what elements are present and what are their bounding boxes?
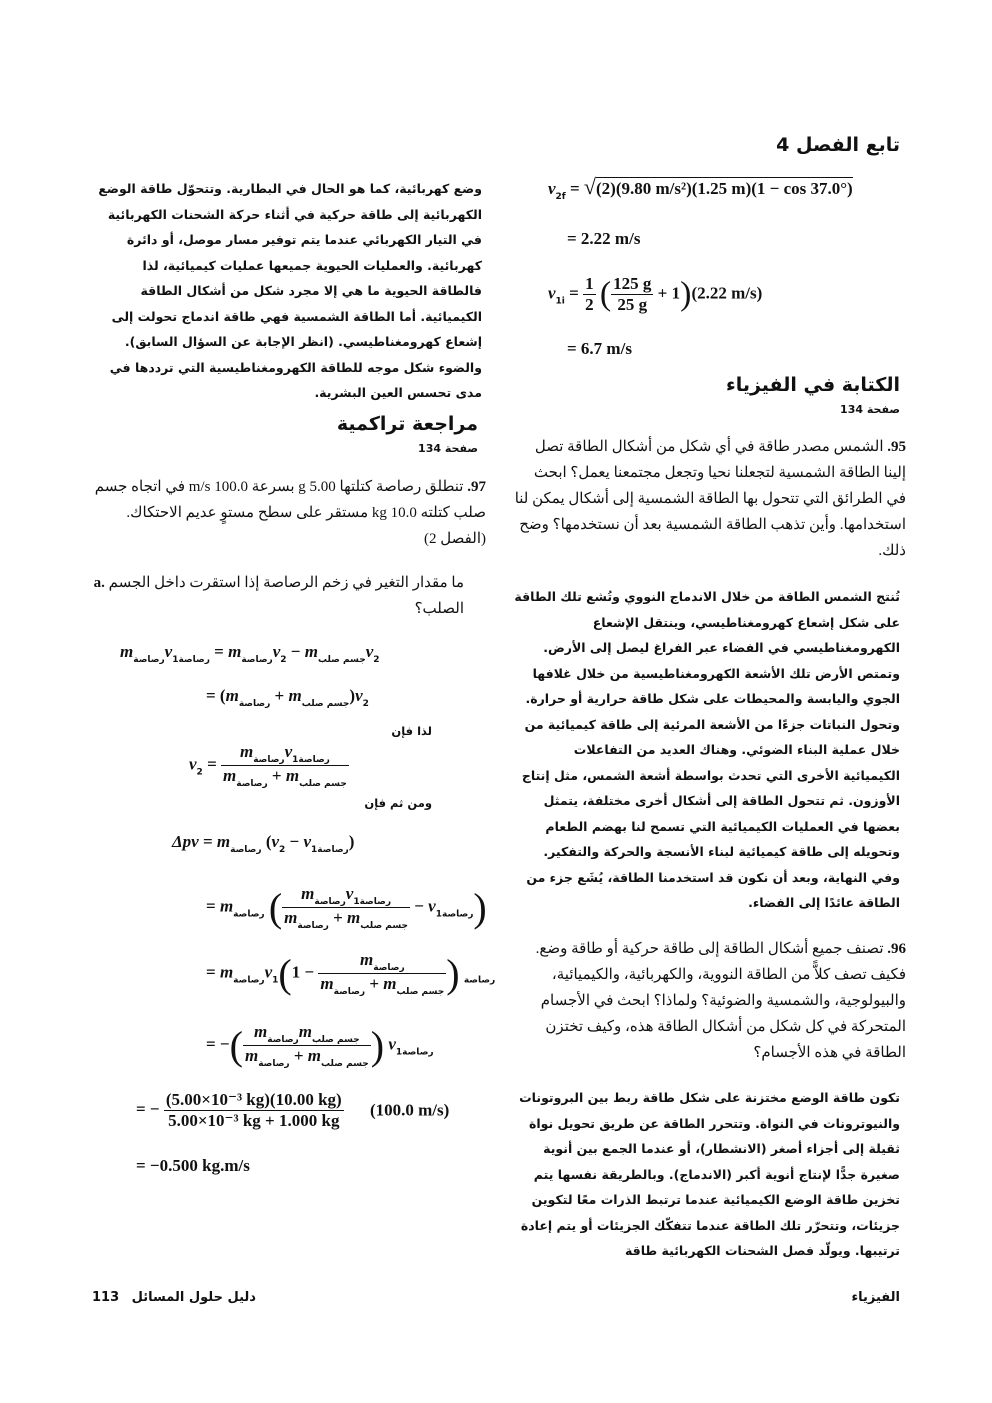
equation-result: = −0.500 kg.m/s [136, 1156, 250, 1175]
question-95: 95. الشمس مصدر طاقة في أي شكل من أشكال الطاقة تصل إلينا الطاقة الشمسية لتجعلنا نحيا وتجعل مجتمعنا يعمل؟ ابحث في الطرائق التي تتحول بها الطاقة الشمسية إلى أشكال يمكن لنا استخدامها. وأين تذهب الطاقة الشمسية بعد أن نستخدمها؟ وضح ذلك. [514, 439, 906, 559]
section-page-ref: صفحة 134 [840, 403, 900, 416]
equation-v2f-result: = 2.22 m/s [567, 229, 641, 248]
question-97: 97. تنطلق رصاصة كتلتها 5.00 g بسرعة 100.0 m/s في اتجاه جسم صلب كتلته 10.0 kg مستقر على سطح مستوٍ عديم الاحتكاك. (الفصل 2) [94, 479, 486, 547]
equation-v1i-result: = 6.7 m/s [567, 339, 632, 358]
label-hence: ومن ثم فإن [364, 796, 432, 810]
question-number: 95. [887, 439, 906, 455]
question-number: 96. [887, 941, 906, 957]
equation-v2f: $v_{2f} = √(2)(9.80$ m/s²)(1.25 m)(1 − cos 37.0°) [548, 174, 853, 202]
equation-momentum: $m_{رصاصة}v_{1رصاصة} = m_{رصاصة}v_2 - m_{جسم صلب}v_2$ [120, 642, 380, 665]
footer-guide [92, 1290, 256, 1305]
question-96: 96. تصنف جميع أشكال الطاقة إلى طاقة حركية أو طاقة وضع. فكيف تصف كلاًّ من الطاقة النووية، والكهربائية، والكيميائية، والبيولوجية، والشمسية والضوئية؟ ولماذا؟ ابحث في الأجسام المتحركة في كل شكل من أشكال الطاقة هذه، وكيف تختزن الطاقة في هذه الأجسام؟ [535, 941, 906, 1061]
section-title-writing: الكتابة في الفيزياء [725, 374, 900, 396]
review-page-ref: صفحة 134 [418, 442, 478, 455]
question-number: 97. [467, 479, 486, 495]
question-part-label: a. [93, 575, 105, 591]
question-97a: a. ما مقدار التغير في زخم الرصاصة إذا استقرت داخل الجسم الصلب؟ [93, 575, 464, 617]
answer-96: تكون طاقة الوضع مختزنة على شكل طاقة ربط بين البروتونات والنيوترونات في النواة. وتتحرر الطاقة عن طريق تحويل نواة ثقيلة إلى أجزاء أصغر (الانشطار)، أو عندما الجمع بين أنوية صغيرة جدًّا لإنتاج أنوية أكبر (الاندماج). وبالطريقة نفسها يتم تخزين طاقة الوضع الكيميائية عندما ترتبط الذرات معًا لتكوين جزيئات، وتتحرّر تلك الطاقة عندما تتفكّك الجزيئات أو يتم إعادة ترتيبها. ويولّد فصل الشحنات الكهربائية طاقة [519, 1090, 900, 1258]
equation-delta-p: $\Delta pv = m_{رصاصة}$ $(v_2 - v_{1رصاصة})$ [172, 832, 355, 855]
review-title: مراجعة تراكمية [336, 413, 478, 435]
answer-95: تُنتج الشمس الطاقة من خلال الاندماج النووي وتُشع تلك الطاقة على شكل إشعاع كهرومغناطيسي، وينتقل الإشعاع الكهرومغناطيسي في الفضاء عبر الفراغ ليصل إلى الأرض. وتمتص الأرض تلك الأشعة الكهرومغناطيسية من خلال غلافها الجوي واليابسة والمحيطات على شكل طاقة حرارية أو حرارة. وتحول النباتات جزءًا من الأشعة المرئية إلى طاقة كيميائية من خلال عملية البناء الضوئي. وهناك العديد من التفاعلات الكيميائية الأخرى التي تحدث بواسطة أشعة الشمس، مثل إنتاج الأوزون. ثم تتحول الطاقة إلى أشكال أخرى مختلفة، يتمثل بعضها في العمليات الكيميائية التي تسمح لنا بهضم الطعام وتحويله إلى طاقة كيميائية لبناء الأنسجة والحركة والتفكير. وفي النهاية، وبعد أن نكون قد استخدمنا الطاقة، يُشَع جزء من الطاقة عائدًا إلى الفضاء. [514, 589, 900, 910]
equation-v1i: $v_{1i}$ = $\frac{1}{2}$ ( $\frac{125 g}{25 g}$ + 1)(2.22 m/s) [548, 274, 763, 314]
footer-subject: الفيزياء [851, 1290, 900, 1305]
equation-momentum-combined: = $(m_{رصاصة} + m_{جسم صلب})v_2$ [206, 686, 369, 709]
answer-96-continued: وضع كهربائية، كما هو الحال في البطارية. وتتحوّل طاقة الوضع الكهربائية إلى طاقة حركية في أثناء حركة الشحنات الكهربائية في التيار الكهربائي عندما يتم توفير مسار موصل، أو دائرة كهربائية. والعمليات الحيوية جميعها عمليات كيميائية، لذا فالطاقة الحيوية ما هي إلا مجرد شكل من أشكال الطاقة الكيميائية. أما الطاقة الشمسية فهي طاقة اندماج تحولت إلى إشعاع كهرومغناطيسي. (انظر الإجابة عن السؤال السابق). والضوء شكل موجه للطاقة الكهرومغناطيسية التي ترددها في مدى تحسس العين البشرية. [98, 181, 482, 400]
page-number: 113 [92, 1290, 120, 1305]
equation-delta-p-step1: = $m_{رصاصة}$ ( $\frac{m_{رصاصة}v_{1رصاصة}}{m_{رصاصة} + m_{جسم صلب}}$ − $v_{1رصاصة}$) [206, 884, 487, 931]
footer-guide-label: دليل حلول المسائل [131, 1290, 256, 1305]
equation-delta-p-step2: = $m_{رصاصة}v_{1 رصاصة}$ ( $\frac{m_{رصاصة}}{m_{رصاصة} + m_{جسم صلب}}$ − 1) [206, 950, 496, 997]
equation-delta-p-step3: = −( $\frac{m_{رصاصة}m_{جسم صلب}}{m_{رصاصة} + m_{جسم صلب}}$ ) $v_{1رصاصة}$ [206, 1022, 434, 1069]
equation-delta-p-numeric: = − $\frac{\text{(5.00×10⁻³ kg)(10.00 kg)}}{\text{5.00×10⁻³ kg + 1.000 kg}}$ (100.0 m/s) [136, 1090, 450, 1130]
equation-v2: $v_2$ = $\frac{m_{رصاصة}v_{1رصاصة}}{m_{رصاصة} + m_{جسم صلب}}$ [189, 742, 347, 789]
label-thus: لذا فإن [391, 724, 432, 738]
chapter-header: تابع الفصل 4 [776, 134, 900, 156]
